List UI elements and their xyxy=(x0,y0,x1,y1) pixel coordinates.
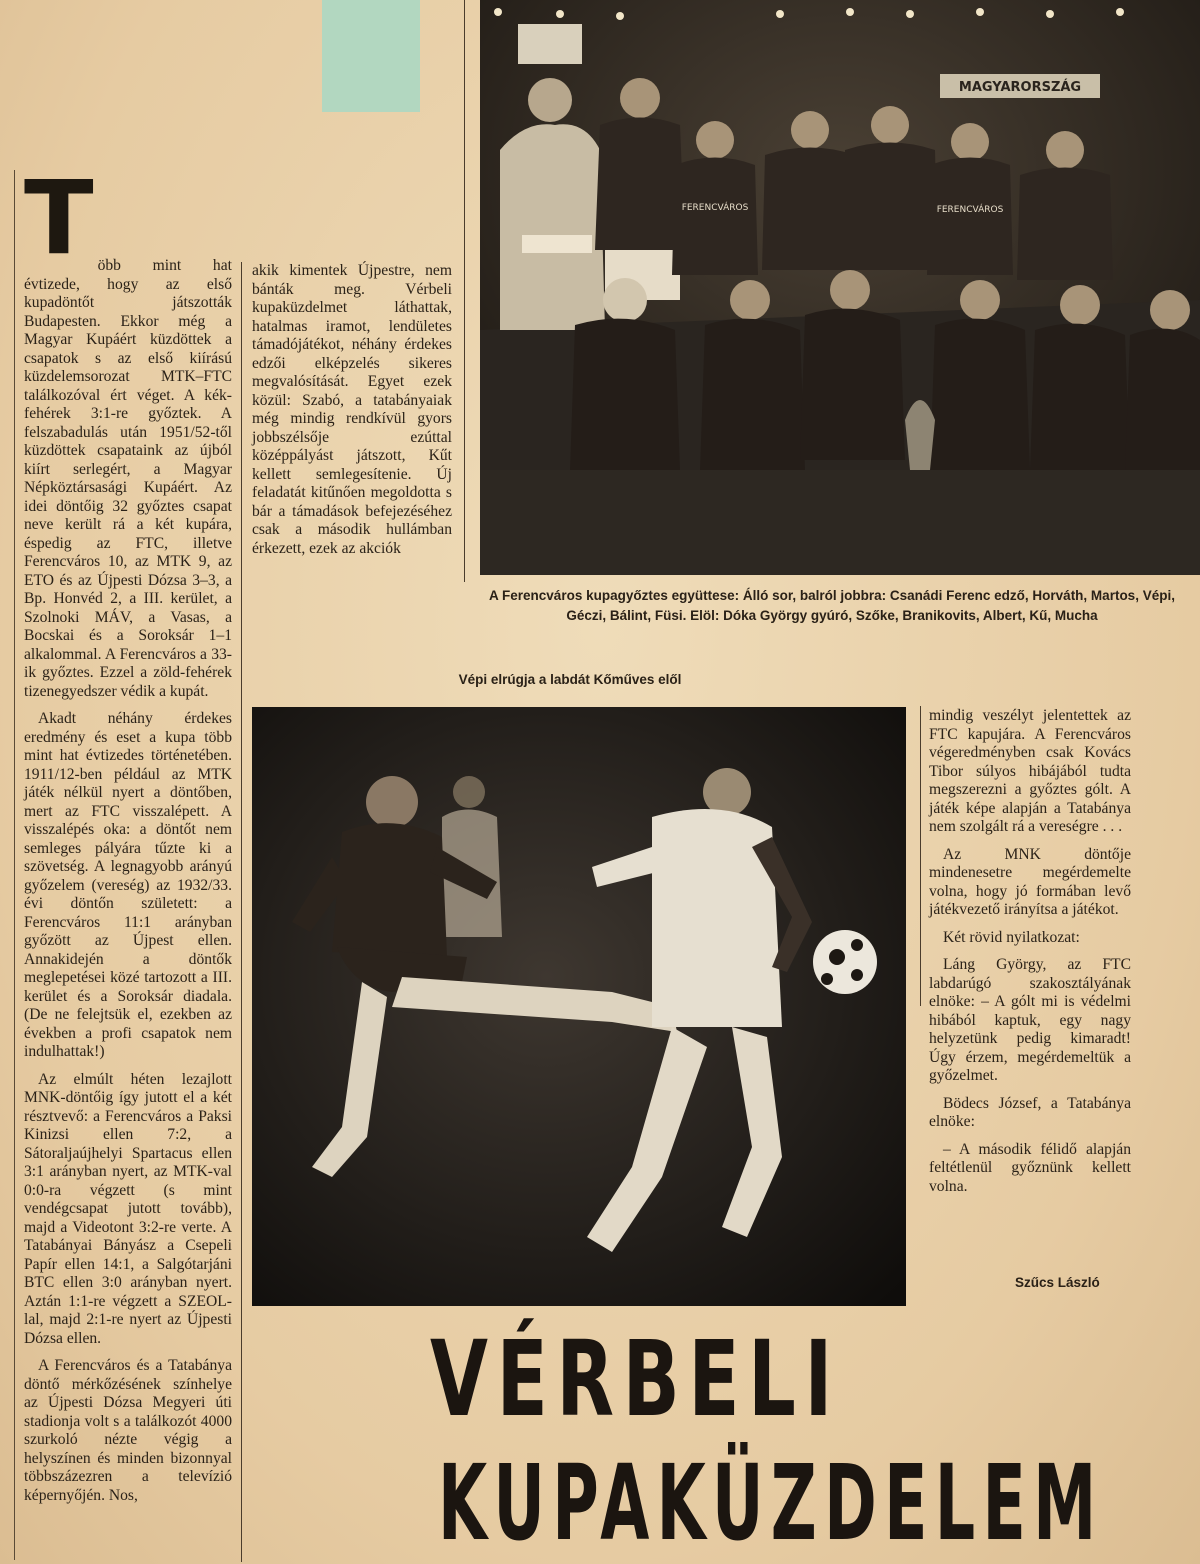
team-photo-image xyxy=(480,0,1200,575)
team-photo-caption: A Ferencváros kupagyőztes együttese: Álló sor, balról jobbra: Csanádi Ferenc edző, Horváth, Martos, Vépi, Géczi, Bálint, Füsi. Elöl: Dóka György gyúró, Szőke, Branikovits, Albert, Kű, Mucha xyxy=(489,588,1175,623)
column-rule xyxy=(920,706,921,1006)
headline-line-2: KUPAKÜZDELEM xyxy=(438,1442,1104,1564)
paragraph: akik kimentek Újpestre, nem bánták meg. Vérbeli kupaküzdelmet láthattak, hatalmas iramot, lendületes támadójátékot, néhány érdekes edzői elképzelés sikeres megvalósítását. Egyet ezek közül: Szabó, a tatabányaiak még mindig rendkívül gyors jobbszélsője ezúttal középpályást játszott, Kűt kellett semlegesítenie. Új feladatát kitűnően megoldotta s bár a támadások befejezéséhez csak a második hullámban érkezett, ezek az akciók xyxy=(252,262,452,557)
paragraph: Az MNK döntője mindenesetre megérdemelte volna, hogy jó formában levő játékvezető irányítsa a játékot. xyxy=(929,845,1131,918)
action-photo-caption: Vépi elrúgja a labdát Kőműves elől xyxy=(458,672,682,687)
football xyxy=(813,930,877,994)
paragraph: Két rövid nyilatkozat: xyxy=(943,928,1080,946)
drop-cap: T xyxy=(24,159,94,278)
column-rule xyxy=(464,0,465,582)
headline-line-1: VÉRBELI xyxy=(430,1318,842,1440)
paragraph: Akadt néhány érdekes eredmény és eset a kupa több mint hat évtizedes történetében. 1911/12-ben például az MTK játék nélkül nyert a döntőben, mert az FTC visszalépett. A visszalépés oka: a döntőt nem semleges pályára tűzte ki a szövetség. A legnagyobb arányú győzelem (vereség) az 1932/33. évi döntőn született: a Ferencváros 11:1 arányban győzött az Újpest ellen. Annakidején a döntők meglepetései közé tartozott a III. kerület és a Soroksár diadala. (De ne felejtsük el, ezekben az években a profi csapatok nem indulhattak!) xyxy=(24,710,232,1060)
author-byline: Szűcs László xyxy=(1015,1275,1100,1290)
column-rule xyxy=(14,170,15,1560)
svg-text:FERENCVÁROS: FERENCVÁROS xyxy=(681,203,749,213)
tape-strip xyxy=(322,0,420,112)
paragraph: Bödecs József, a Tatabánya elnöke: xyxy=(929,1094,1131,1130)
paragraph xyxy=(24,159,232,278)
article-column-2 xyxy=(252,262,452,558)
paragraph: Láng György, az FTC labdarúgó szakosztályának elnöke: – A gólt mi is védelmi hibából kaptuk, egy nagy helyzetünk pedig kimaradt! Úgy érzem, megérdemeltük a győzelmet. xyxy=(929,956,1131,1084)
paragraph: öbb mint hat évtizede, hogy az első kupadöntőt játszották Budapesten. Ekkor még a Magyar Kupáért küzdöttek a csapatok s az első kiírású küzdelemsorozat MTK–FTC találkozóval ért véget. A kék-fehérek 3:1-re győztek. A felszabadulás után 1951/52-től küzdöttek csapataink az újból kiírt serlegért, a Magyar Népköztársasági Kupáért. Az idei döntőig 32 győztes csapat neve került rá a két kupára, éspedig az FTC, illetve Ferencváros 10, az MTK 9, az ETO és az Újpesti Dózsa 3–3, a Bp. Honvéd 2, a III. kerület, a Szolnoki MÁV, a Vasas, a Bocskai és a Soroksár 1–1 alkalommal. A Ferencváros a 33-ik győztes. Ezzel a zöld-fehérek tizenegyedszer védik a kupát. xyxy=(24,257,232,700)
paragraph: mindig veszélyt jelentettek az FTC kapujára. A Ferencváros végeredményben csak Kovács Tibor súlyos hibájából tudta megszerezni a győztes gólt. A játék képe alapján a Tatabánya nem szolgált rá a vereségre . . . xyxy=(929,707,1131,835)
action-photo xyxy=(252,707,906,1306)
column-rule xyxy=(241,262,242,1562)
svg-text:MAGYARORSZÁG: MAGYARORSZÁG xyxy=(958,80,1082,95)
magyarorszag-banner xyxy=(940,74,1100,98)
team-photo xyxy=(480,0,1200,575)
action-photo-image xyxy=(252,707,906,1306)
paragraph: A Ferencváros és a Tatabánya döntő mérkőzésének színhelye az Újpesti Dózsa Megyeri úti stadionja volt s a találkozót 4000 szurkoló nézte végig a helyszínen és minden bizonnyal többszázezren a televízió képernyőjén. Nos, xyxy=(24,1357,232,1504)
paragraph: Az elmúlt héten lezajlott MNK-döntőig így jutott el a két résztvevő: a Ferencváros a Paksi Kinizsi ellen 7:2, a Sátoraljaújhelyi Spartacus ellen 3:1 arányban nyert, az MTK-val 0:0-ra végzett (s mint vendégcsapat jutott tovább), majd a Videotont 3:2-re verte. A Tatabányai Bányász a Csepeli Papír ellen 14:1, a Salgótarjáni BTC ellen 3:0 arányban nyert. Aztán 1:1-re végzett a SZEOL-lal, majd 2:1-re nyert az Újpesti Dózsa ellen. xyxy=(24,1070,232,1347)
paragraph: – A második félidő alapján feltétlenül győznünk kellett volna. xyxy=(929,1140,1131,1195)
svg-text:FERENCVÁROS: FERENCVÁROS xyxy=(936,205,1004,215)
article-column-1 xyxy=(24,159,232,1505)
article-column-3 xyxy=(929,707,1131,1196)
